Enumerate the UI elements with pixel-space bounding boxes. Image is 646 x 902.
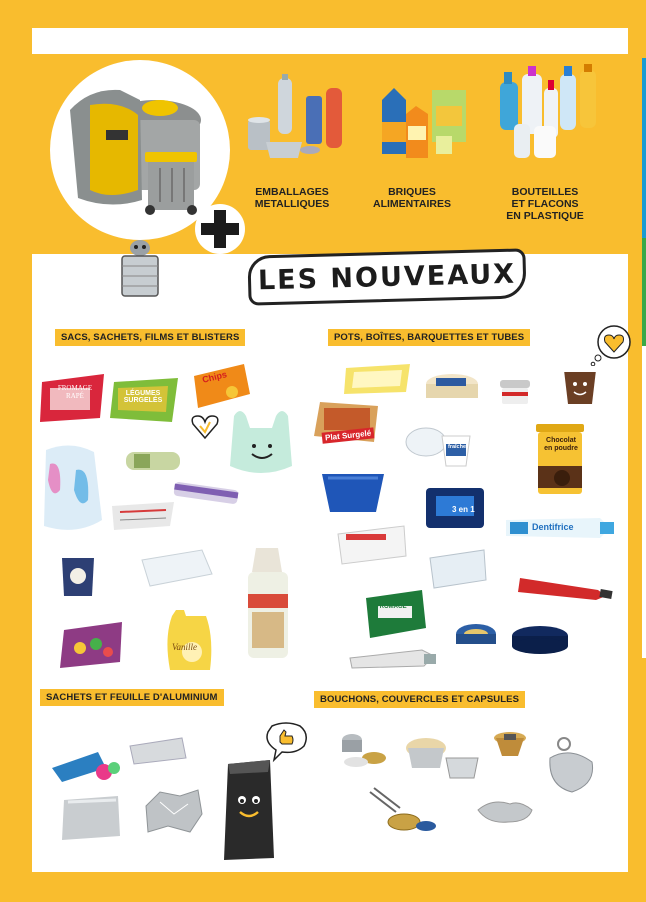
pet-food-pouch bbox=[58, 556, 98, 598]
cheese-box bbox=[360, 588, 430, 640]
transparent-film bbox=[136, 548, 216, 588]
champagne-muselet bbox=[360, 782, 440, 838]
category-label-cartons: BRIQUES ALIMENTAIRES bbox=[373, 186, 451, 210]
detergent-label: 3 en 1 bbox=[452, 505, 475, 514]
cling-film-roll bbox=[170, 478, 242, 508]
cheese-label: FROMAGE bbox=[376, 604, 407, 610]
red-tube bbox=[516, 574, 616, 604]
coffee-capsules bbox=[48, 748, 124, 784]
foil-lids bbox=[472, 796, 538, 828]
frozen-vegetables-label: LÉGUMES SURGELÉS bbox=[123, 390, 163, 404]
clear-clamshell bbox=[424, 546, 490, 592]
chocolate-label: Chocolat en poudre bbox=[544, 437, 578, 452]
category-label-metal: EMBALLAGES METALLIQUES bbox=[254, 186, 330, 210]
vanilla-dessert-pouch bbox=[162, 608, 218, 674]
top-strip bbox=[32, 28, 628, 54]
vanilla-label: Vanille bbox=[172, 642, 197, 652]
grated-cheese-label: FROMAGE RAPÉ bbox=[57, 384, 93, 400]
candy-bag bbox=[56, 618, 128, 672]
dessert-cup-mascot bbox=[560, 364, 600, 408]
chips-label: Chips bbox=[201, 369, 228, 385]
bread-bag bbox=[242, 546, 292, 662]
section-title-aluminium: SACHETS ET FEUILLE D'ALUMINIUM bbox=[40, 689, 224, 706]
right-edge-strip bbox=[642, 58, 646, 658]
chocolate-powder-tub bbox=[534, 422, 586, 496]
coffee-pod bbox=[492, 728, 528, 760]
tin-can-lid bbox=[542, 736, 600, 796]
section-title-bags: SACS, SACHETS, FILMS ET BLISTERS bbox=[55, 329, 245, 346]
foam-tray bbox=[340, 362, 414, 396]
banner-title: LES NOUVEAUX bbox=[257, 258, 517, 296]
category-label-bottles: BOUTEILLES ET FLACONS EN PLASTIQUE bbox=[506, 186, 584, 222]
alu-bag bbox=[58, 794, 124, 842]
blister-pack bbox=[108, 498, 178, 532]
plastic-shopping-bag-icon bbox=[226, 406, 296, 478]
dark-round-box bbox=[510, 624, 570, 656]
can-mascot-icon bbox=[112, 238, 168, 300]
plus-icon bbox=[193, 202, 247, 256]
section-title-caps: BOUCHONS, COUVERCLES ET CAPSULES bbox=[314, 691, 525, 708]
plastic-punnet bbox=[318, 470, 388, 516]
section-title-pots: POTS, BOÎTES, BARQUETTES ET TUBES bbox=[328, 329, 530, 346]
label-tray bbox=[334, 524, 410, 566]
heart-doodle-icon bbox=[190, 414, 220, 440]
new-items-banner bbox=[247, 248, 526, 305]
pet-food-roll bbox=[120, 446, 186, 476]
crumpled-foil bbox=[140, 786, 206, 838]
cream-jar bbox=[498, 376, 532, 406]
cream-label: crème fraîche bbox=[448, 438, 467, 450]
plastic-bottles-image bbox=[494, 64, 604, 164]
butter-tub bbox=[424, 372, 480, 404]
bubble-wrap-film bbox=[36, 440, 106, 536]
round-tin bbox=[454, 622, 498, 652]
alu-tray-lid bbox=[126, 736, 190, 766]
coffee-bag-mascot bbox=[220, 758, 278, 862]
metal-packaging-image bbox=[244, 74, 354, 164]
alu-pots bbox=[402, 728, 482, 784]
food-cartons-image bbox=[376, 76, 476, 166]
toothpaste-label: Dentifrice bbox=[532, 522, 574, 532]
heart-bubble-icon bbox=[590, 322, 632, 366]
frozen-meal-label: Plat Surgelé bbox=[322, 427, 375, 443]
metal-caps bbox=[334, 728, 390, 772]
metal-tube bbox=[346, 646, 440, 672]
